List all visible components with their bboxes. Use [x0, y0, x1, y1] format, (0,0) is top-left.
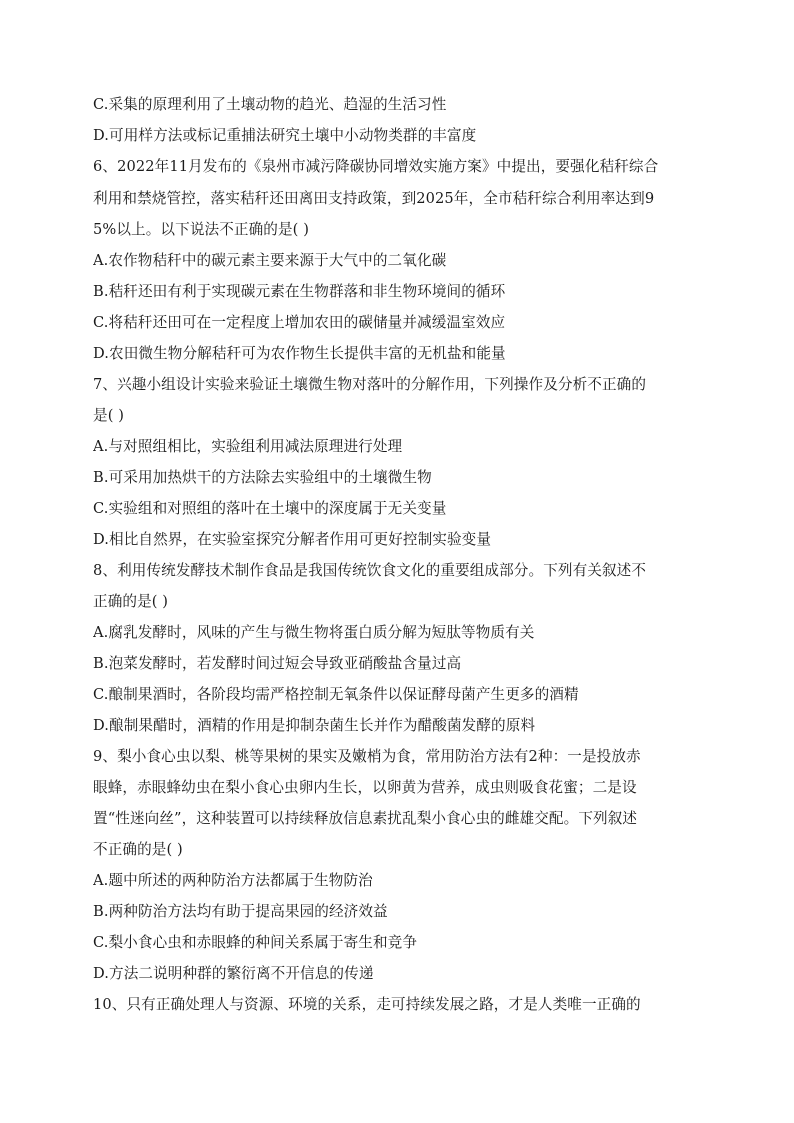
option-8b: B.泡菜发酵时，若发酵时间过短会导致亚硝酸盐含量过高 — [93, 655, 462, 672]
option-7d: D.相比自然界，在实验室探究分解者作用可更好控制实验变量 — [93, 531, 492, 548]
option-8d: D.酿制果醋时，酒精的作用是抑制杂菌生长并作为醋酸菌发酵的原料 — [93, 717, 536, 734]
question-9-line-2: 眼蜂，赤眼蜂幼虫在梨小食心虫卵内生长，以卵黄为营养，成虫则吸食花蜜；二是设 — [93, 779, 637, 796]
question-6-line-2: 利用和禁烧管控，落实秸秆还田离田支持政策，到2025年，全市秸秆综合利用率达到9 — [93, 190, 655, 207]
question-10-line-1: 10、只有正确处理人与资源、环境的关系，走可持续发展之路，才是人类唯一正确的 — [93, 996, 641, 1013]
option-9c: C.梨小食心虫和赤眼蜂的种间关系属于寄生和竞争 — [93, 934, 418, 951]
option-8c: C.酿制果酒时，各阶段均需严格控制无氧条件以保证酵母菌产生更多的酒精 — [93, 686, 579, 703]
option-6a: A.农作物秸秆中的碳元素主要来源于大气中的二氧化碳 — [93, 252, 447, 269]
question-6-line-1: 6、2022年11月发布的《泉州市减污降碳协同增效实施方案》中提出，要强化秸秆综合 — [93, 158, 659, 175]
option-9b: B.两种防治方法均有助于提高果园的经济效益 — [93, 903, 388, 920]
option-7c: C.实验组和对照组的落叶在土壤中的深度属于无关变量 — [93, 500, 447, 517]
option-9a: A.题中所述的两种防治方法都属于生物防治 — [93, 872, 373, 889]
option-6d: D.农田微生物分解秸秆可为农作物生长提供丰富的无机盐和能量 — [93, 345, 506, 362]
question-9-line-4: 不正确的是( ) — [93, 841, 183, 858]
question-8-line-2: 正确的是( ) — [93, 593, 169, 610]
question-8-line-1: 8、利用传统发酵技术制作食品是我国传统饮食文化的重要组成部分。下列有关叙述不 — [93, 562, 647, 579]
option-7a: A.与对照组相比，实验组利用减法原理进行处理 — [93, 438, 403, 455]
option-9d: D.方法二说明种群的繁衍离不开信息的传递 — [93, 965, 374, 982]
option-6c: C.将秸秆还田可在一定程度上增加农田的碳储量并减缓温室效应 — [93, 314, 506, 331]
question-7-line-2: 是( ) — [93, 407, 125, 424]
question-7-line-1: 7、兴趣小组设计实验来验证土壤微生物对落叶的分解作用，下列操作及分析不正确的 — [93, 376, 647, 393]
option-6b: B.秸秆还田有利于实现碳元素在生物群落和非生物环境间的循环 — [93, 283, 506, 300]
question-6-line-3: 5%以上。以下说法不正确的是( ) — [93, 221, 310, 238]
question-9-line-1: 9、梨小食心虫以梨、桃等果树的果实及嫩梢为食，常用防治方法有2种：一是投放赤 — [93, 748, 641, 765]
option-5c: C.采集的原理利用了土壤动物的趋光、趋湿的生活习性 — [93, 96, 447, 113]
option-8a: A.腐乳发酵时，风味的产生与微生物将蛋白质分解为短肽等物质有关 — [93, 624, 535, 641]
question-9-line-3: 置“性迷向丝”，这种装置可以持续释放信息素扰乱梨小食心虫的雌雄交配。下列叙述 — [93, 810, 638, 827]
option-5d: D.可用样方法或标记重捕法研究土壤中小动物类群的丰富度 — [93, 127, 477, 144]
option-7b: B.可采用加热烘干的方法除去实验组中的土壤微生物 — [93, 469, 432, 486]
